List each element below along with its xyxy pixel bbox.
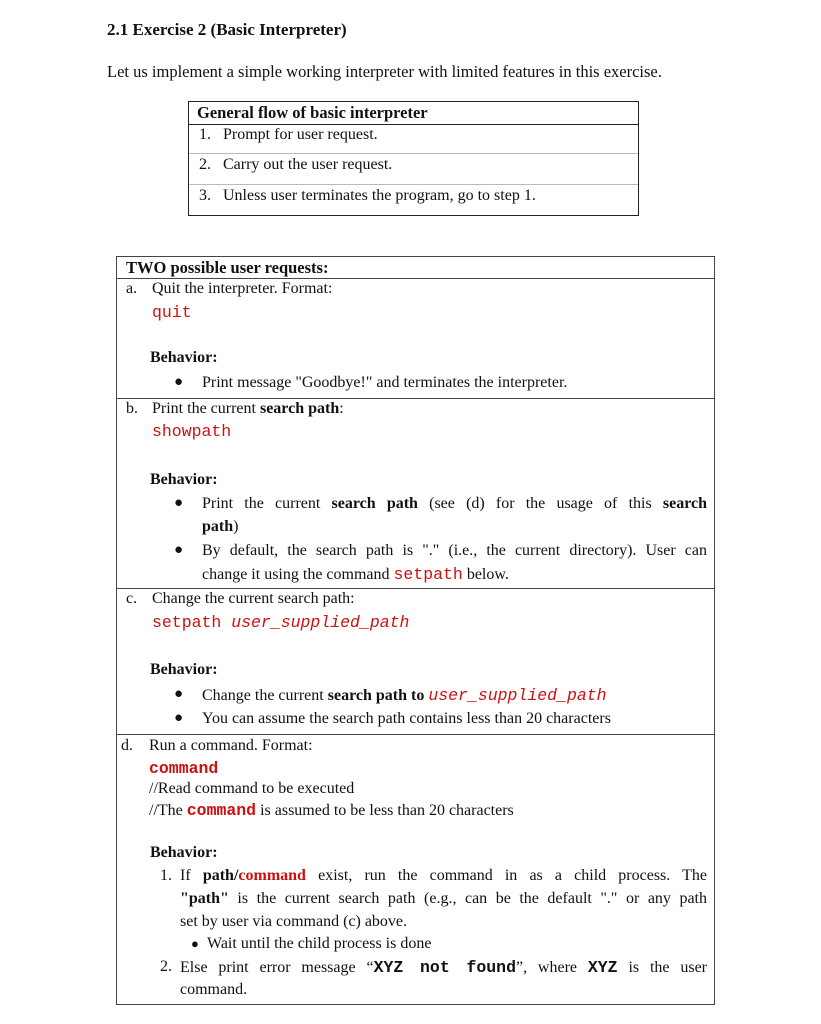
bullet-text: ) xyxy=(233,518,239,535)
bullet-dot: ● xyxy=(174,686,184,702)
bullet-dot: ● xyxy=(174,495,184,511)
quit-command-code: quit xyxy=(152,303,192,322)
behavior-item: You can assume the search path contains less than 20 characters xyxy=(202,710,611,727)
flow-step xyxy=(189,124,638,146)
bullet-text: Change the current xyxy=(202,687,328,704)
desc-text: : xyxy=(339,400,344,417)
behavior-label: Behavior: xyxy=(150,349,218,366)
bullet-dot: ● xyxy=(174,710,184,726)
setpath-cmd: setpath xyxy=(152,613,222,632)
user-requests-table xyxy=(116,256,715,1005)
request-description: Quit the interpreter. Format: xyxy=(152,280,333,297)
flow-step-number: 1. xyxy=(199,126,211,143)
request-cell-setpath xyxy=(117,588,714,735)
bullet-dot: ● xyxy=(174,374,184,390)
bullet-text: change it using the command xyxy=(202,566,394,583)
bullet-dot: ● xyxy=(191,936,199,951)
bullet-dot: ● xyxy=(174,542,184,558)
item-text: Else print error message “ xyxy=(180,959,374,976)
code-comment xyxy=(149,801,514,820)
desc-text: Print the current xyxy=(152,400,260,417)
bullet-text: below. xyxy=(462,566,509,583)
flow-step-number: 2. xyxy=(199,156,211,173)
general-flow-table xyxy=(188,101,639,216)
item-text: is the current search path (e.g., can be the default "." or any path xyxy=(228,890,707,907)
item-bold-red: command xyxy=(238,867,306,884)
item-text: exist, run the command in as a child process. The xyxy=(305,867,708,884)
flow-step-number: 3. xyxy=(199,187,211,204)
behavior-item: Print message "Goodbye!" and terminates the interpreter. xyxy=(202,374,568,391)
flow-step-text: Carry out the user request. xyxy=(223,156,393,173)
request-description: Run a command. Format: xyxy=(149,737,313,754)
command-code: command xyxy=(149,759,219,778)
behavior-item-continued xyxy=(180,890,707,908)
request-cell-command xyxy=(117,734,714,1005)
behavior-item xyxy=(180,958,707,977)
item-bold: path/ xyxy=(202,867,239,884)
request-label: d. xyxy=(121,737,133,754)
behavior-label: Behavior: xyxy=(150,844,218,861)
comment-text: is assumed to be less than 20 characters xyxy=(256,802,514,819)
desc-bold: search path xyxy=(259,400,340,417)
request-label: a. xyxy=(126,280,138,297)
setpath-inline-code: setpath xyxy=(393,565,463,584)
xyz-code: XYZ xyxy=(587,958,618,977)
flow-step xyxy=(189,184,638,207)
bullet-bold: search path to xyxy=(327,687,425,704)
behavior-item xyxy=(202,495,707,513)
item-bold: "path" xyxy=(180,890,229,907)
setpath-command-code xyxy=(152,613,409,632)
request-label: b. xyxy=(126,400,138,417)
request-cell-showpath xyxy=(117,398,714,589)
setpath-arg: user_supplied_path xyxy=(231,613,410,632)
requests-table-title: TWO possible user requests: xyxy=(117,257,714,279)
flow-step xyxy=(189,153,638,176)
behavior-item xyxy=(180,867,707,885)
behavior-item-continued xyxy=(202,565,509,584)
error-message-code: XYZ not found xyxy=(373,958,516,977)
intro-paragraph: Let us implement a simple working interpreter with limited features in this exercise. xyxy=(107,62,662,81)
behavior-item-continued: set by user via command (c) above. xyxy=(180,913,408,930)
list-number: 1. xyxy=(160,867,172,884)
flow-step-text: Prompt for user request. xyxy=(223,126,378,143)
behavior-item: By default, the search path is "." (i.e., the current directory). User can xyxy=(202,542,707,559)
bullet-text: Print the current xyxy=(202,495,332,512)
behavior-label: Behavior: xyxy=(150,661,218,678)
bullet-text: (see (d) for the usage of this xyxy=(417,495,663,512)
flow-step-text: Unless user terminates the program, go to step 1. xyxy=(223,187,536,204)
request-label: c. xyxy=(126,590,138,607)
comment-text: //The xyxy=(149,802,187,819)
command-inline-code: command xyxy=(186,801,257,820)
bullet-bold: search path xyxy=(331,495,418,512)
flow-table-title: General flow of basic interpreter xyxy=(189,102,638,125)
item-text: ”, where xyxy=(515,959,588,976)
request-description xyxy=(152,400,344,418)
behavior-item xyxy=(202,686,607,705)
bullet-bold: path xyxy=(202,518,234,535)
showpath-command-code: showpath xyxy=(152,422,232,441)
list-number: 2. xyxy=(160,958,172,975)
behavior-label: Behavior: xyxy=(150,471,218,488)
item-text: If xyxy=(180,867,203,884)
behavior-item-continued xyxy=(202,518,238,536)
section-heading: 2.1 Exercise 2 (Basic Interpreter) xyxy=(107,20,347,39)
user-supplied-path-code: user_supplied_path xyxy=(428,686,607,705)
bullet-bold: search xyxy=(662,495,708,512)
request-cell-quit xyxy=(117,278,714,398)
behavior-item-continued: command. xyxy=(180,981,248,998)
item-text: is the user xyxy=(617,959,708,976)
code-comment: //Read command to be executed xyxy=(149,780,355,797)
behavior-subitem: Wait until the child process is done xyxy=(207,935,432,952)
request-description: Change the current search path: xyxy=(152,590,355,607)
